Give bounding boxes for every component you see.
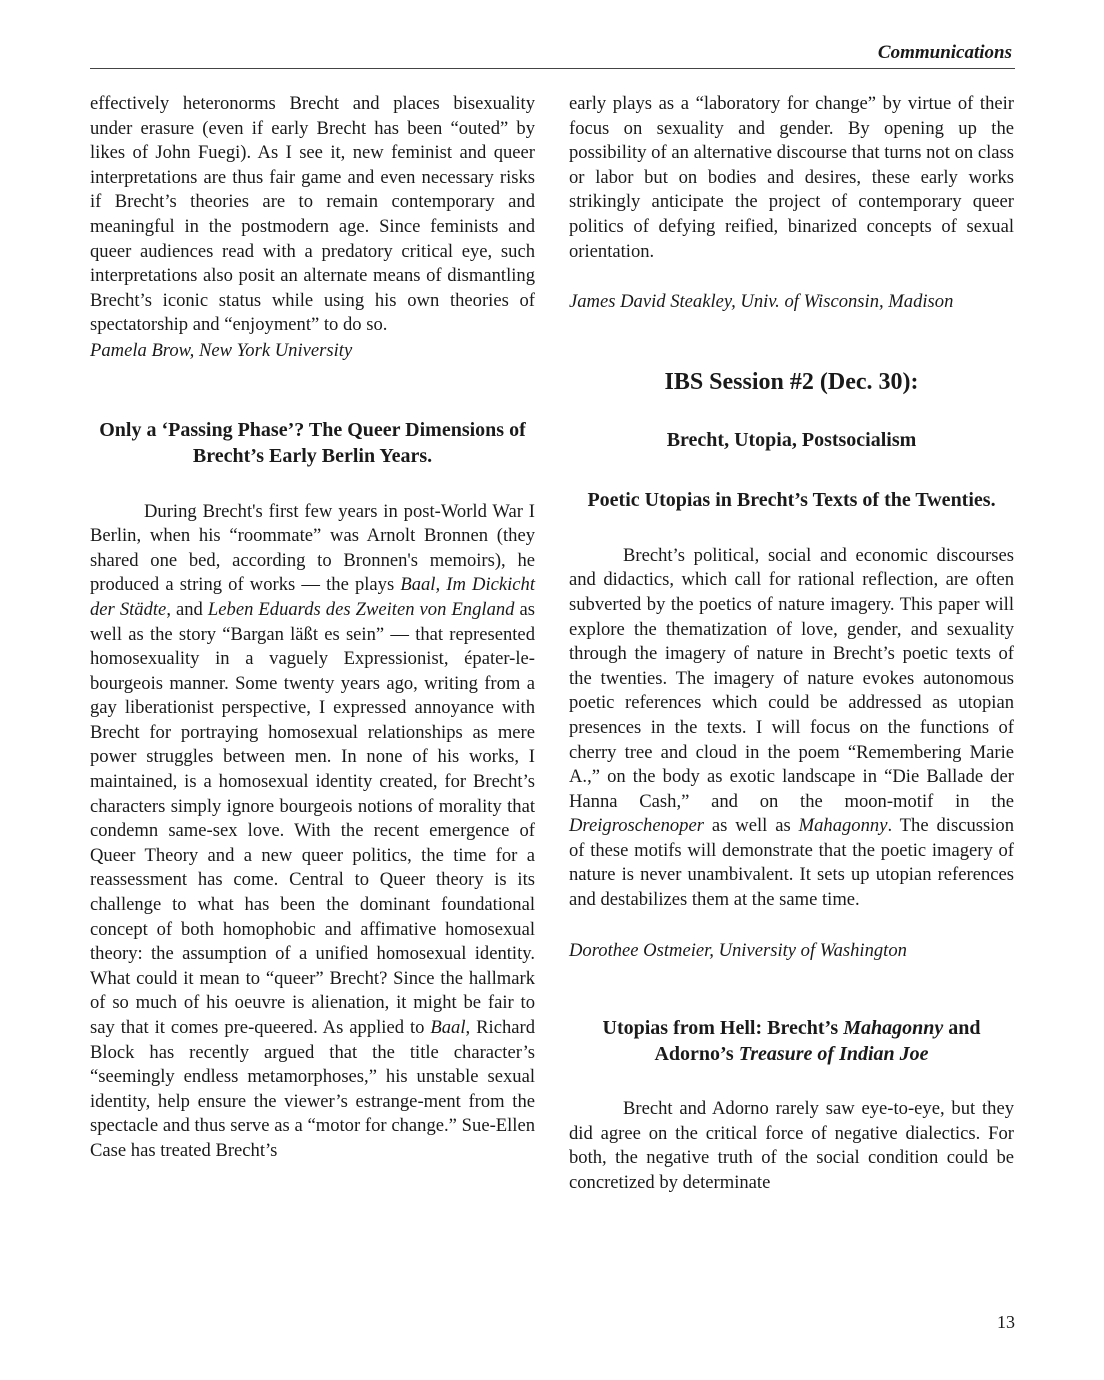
- left-column: [90, 92, 535, 1164]
- left-paragraph-1: effectively heteronorms Brecht and places bisexuality under erasure (even if early Brecht has been “outed” by likes of John Fuegi). As I see it, new feminist and queer interpretations are thus fair game and even necessary risks if Brecht’s theories are to remain contemporary and meaningful in the postmodern age. Since feminists and queer audiences read with a predatory critical eye, such interpretations also posit an alternate means of dismantling Brecht’s iconic status while using his own theories of spectatorship and “enjoyment” to do so.: [90, 93, 535, 336]
- right-paragraph-2: Brecht’s political, social and economic discourses and didactics, which call for rational reflection, are often subverted by the poetics of nature imagery. This paper will explore the thematization of love, gender, and sexuality through the imagery of nature in Brecht’s poetic texts of the twenties. The imagery of nature evokes autonomous poetic references which could be addressed as utopian presences in the texts. I will focus on the functions of cherry tree and cloud in the poem “Remembering Marie A.,” on the body as exotic landscape in “Die Ballade der Hanna Cash,” and on the moon-motif in the Dreigroschenoper as well as Mahagonny. The discussion of these motifs will demonstrate that the poetic imagery of nature is never unambivalent. It sets up utopian references and destabilizes them at the same time.: [569, 544, 1014, 911]
- article-title-passing-phase: Only a ‘Passing Phase’? The Queer Dimensions of Brecht’s Early Berlin Years.: [99, 418, 526, 467]
- running-head: Communications: [877, 42, 1012, 63]
- article-title-poetic-utopias: Poetic Utopias in Brecht’s Texts of the Twenties.: [587, 488, 996, 511]
- byline-dorothee-ostmeier: Dorothee Ostmeier, University of Washington: [569, 939, 907, 961]
- session-subheading: Brecht, Utopia, Postsocialism: [666, 428, 917, 451]
- left-paragraph-2: During Brecht's first few years in post-World War I Berlin, when his “roommate” was Arnolt Bronnen (they shared one bed, according to Bronnen's memoirs), he produced a string of works — the plays Baal, Im Dickicht der Städte, and Leben Eduards des Zweiten von England as well as the story “Bargan läßt es sein” — that represented homosexuality in a vaguely Expressionist, épater-le-bourgeois manner. Some twenty years ago, writing from a gay liberationist perspective, I expressed annoyance with Brecht for portraying homosexual relationships as mere power struggles between men. In none of his works, I maintained, is a homosexual identity created, for Brecht’s characters simply ignore bourgeois notions of morality that condemn same-sex love. With the recent emergence of Queer Theory and a new queer politics, the time for a reassessment has come. Central to Queer theory is its challenge to what has been the dominant foundational concept of both homophobic and affimative homosexual theory: the assumption of a unified homosexual identity. What could it mean to “queer” Brecht? Since the hallmark of so much of his oeuvre is alienation, it might be fair to say that it comes pre-queered. As applied to Baal, Richard Block has recently argued that the title character’s “seemingly endless metamorphoses,” his unstable sexual identity, help ensure the viewer’s estrange-ment from the spectacle and thus serve as a “motor for change.” Sue-Ellen Case has treated Brecht’s: [90, 500, 536, 1161]
- right-column: [569, 92, 1014, 1196]
- article-title-utopias-from-hell: Utopias from Hell: Brecht’s Mahagonny and Adorno’s Treasure of Indian Joe: [602, 1017, 981, 1066]
- header-rule: [90, 68, 1015, 69]
- byline-pamela-brow: Pamela Brow, New York University: [90, 339, 353, 361]
- page-number: 13: [997, 1312, 1015, 1332]
- right-paragraph-1: early plays as a “laboratory for change” by virtue of their focus on sexuality and gender. By opening up the possibility of an alternative discourse that turns not on class or labor but on bodies and desires, these early works strikingly anticipate the project of contemporary queer politics of defying reified, binarized concepts of sexual orientation.: [569, 93, 1014, 262]
- right-paragraph-3: Brecht and Adorno rarely saw eye-to-eye, but they did agree on the critical force of negative dialectics. For both, the negative truth of the social condition could be concretized by determinate: [569, 1098, 1014, 1194]
- byline-james-steakley: James David Steakley, Univ. of Wisconsin, Madison: [569, 291, 954, 313]
- session-heading: IBS Session #2 (Dec. 30):: [664, 368, 919, 395]
